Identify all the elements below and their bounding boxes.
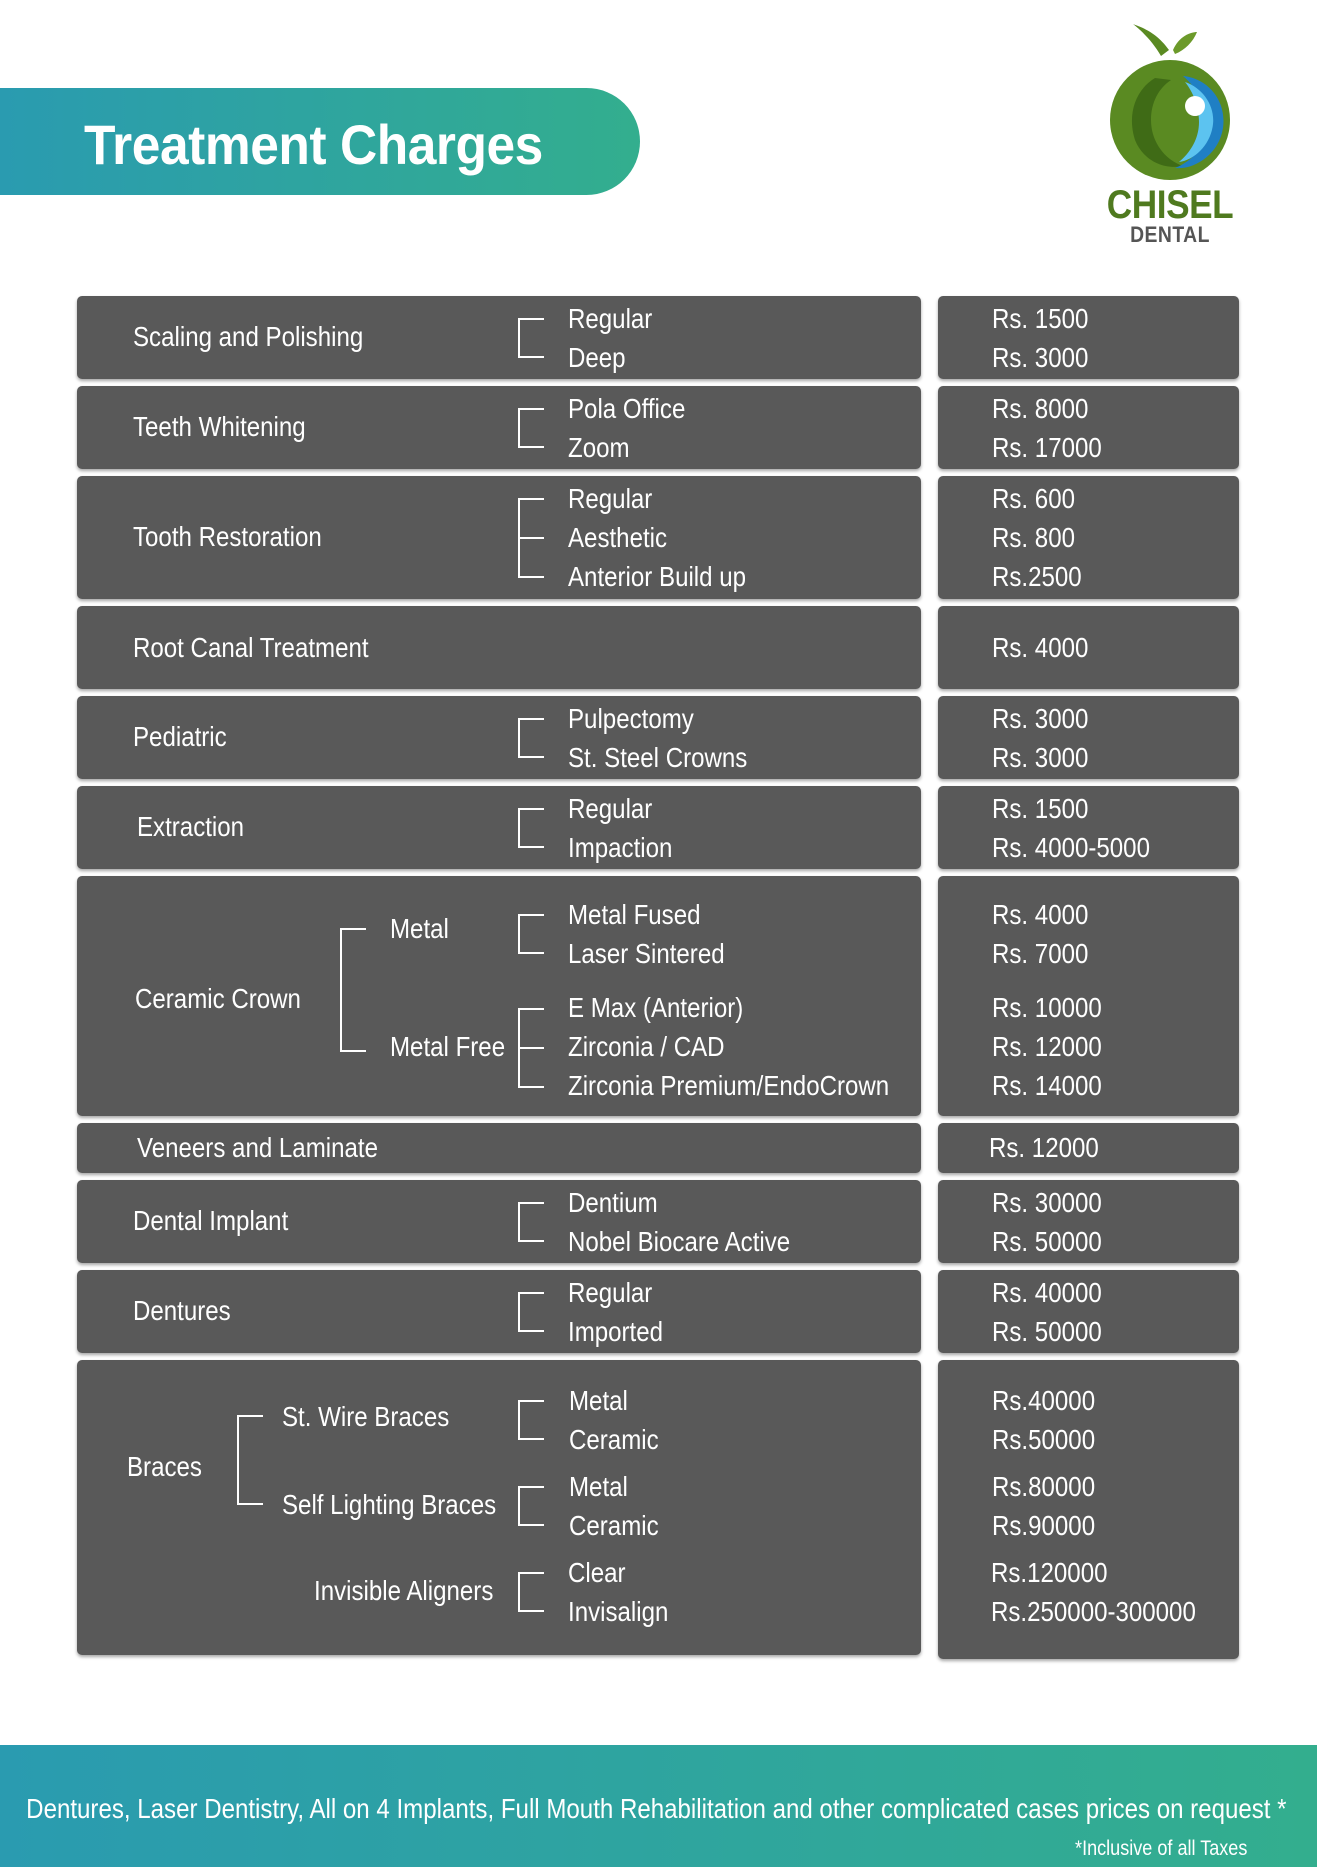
- option-label: Metal: [569, 1385, 628, 1416]
- footer-banner: [0, 1745, 1317, 1867]
- price-box-dentures: [938, 1270, 1239, 1353]
- treatment-row-dentures: [77, 1270, 921, 1353]
- price-box-veneers: [938, 1123, 1239, 1173]
- treatment-name: Scaling and Polishing: [133, 321, 364, 352]
- option-label: Zoom: [568, 432, 630, 463]
- option-label: Regular: [568, 303, 653, 334]
- price-label: Rs. 40000: [992, 1277, 1102, 1308]
- price-box-root-canal: [938, 606, 1239, 689]
- treatment-name: Braces: [127, 1451, 202, 1482]
- treatment-row-root-canal: [77, 606, 921, 689]
- option-label: Dentium: [568, 1187, 658, 1218]
- option-bracket: [518, 914, 544, 954]
- option-bracket-tick: [518, 537, 544, 539]
- treatment-name: Dentures: [133, 1295, 231, 1326]
- option-label: Anterior Build up: [568, 561, 747, 592]
- price-label: Rs. 12000: [992, 1031, 1102, 1062]
- option-label: Zirconia Premium/EndoCrown: [568, 1070, 890, 1101]
- price-box-restoration: [938, 476, 1239, 599]
- treatment-row-whitening: [77, 386, 921, 469]
- option-bracket: [518, 718, 544, 758]
- treatment-name: Dental Implant: [133, 1205, 289, 1236]
- treatment-row-extraction: [77, 786, 921, 869]
- price-label: Rs.90000: [992, 1510, 1096, 1541]
- option-label: Invisalign: [568, 1596, 669, 1627]
- category-bracket: [340, 928, 366, 1052]
- price-label: Rs.40000: [992, 1385, 1096, 1416]
- price-label: Rs. 50000: [992, 1226, 1102, 1257]
- price-label: Rs. 4000: [992, 899, 1089, 930]
- price-label: Rs. 600: [992, 483, 1075, 514]
- price-label: Rs. 3000: [992, 342, 1089, 373]
- option-label: Ceramic: [569, 1510, 659, 1541]
- option-label: Metal Fused: [568, 899, 701, 930]
- treatment-row-pediatric: [77, 696, 921, 779]
- option-label: Clear: [568, 1557, 626, 1588]
- treatment-row-restoration: [77, 476, 921, 599]
- option-bracket: [518, 1400, 544, 1440]
- price-label: Rs.80000: [992, 1471, 1096, 1502]
- price-label: Rs.120000: [991, 1557, 1108, 1588]
- option-label: Metal: [569, 1471, 628, 1502]
- option-label: Imported: [568, 1316, 664, 1347]
- option-label: Deep: [568, 342, 626, 373]
- option-bracket: [518, 408, 544, 448]
- option-label: E Max (Anterior): [568, 992, 744, 1023]
- option-label: Nobel Biocare Active: [568, 1226, 791, 1257]
- footer-tax-note: *Inclusive of all Taxes: [1074, 1837, 1247, 1860]
- price-label: Rs. 7000: [992, 938, 1089, 969]
- price-label: Rs. 1500: [992, 303, 1089, 334]
- category-label: St. Wire Braces: [282, 1401, 450, 1432]
- price-box-whitening: [938, 386, 1239, 469]
- category-bracket: [237, 1415, 263, 1505]
- option-label: Aesthetic: [568, 522, 668, 553]
- footer-note: Dentures, Laser Dentistry, All on 4 Implants, Full Mouth Rehabilitation and other complicated cases prices on request *: [26, 1793, 1287, 1824]
- page-title: Treatment Charges: [84, 113, 543, 176]
- option-bracket: [518, 808, 544, 848]
- price-label: Rs.50000: [992, 1424, 1096, 1455]
- option-label: Ceramic: [569, 1424, 659, 1455]
- price-label: Rs. 3000: [992, 703, 1089, 734]
- option-bracket-tick: [518, 1047, 544, 1049]
- price-label: Rs. 4000-5000: [992, 832, 1150, 863]
- price-label: Rs.2500: [992, 561, 1082, 592]
- price-label: Rs. 3000: [992, 742, 1089, 773]
- treatment-name: Tooth Restoration: [133, 521, 322, 552]
- price-label: Rs. 14000: [992, 1070, 1102, 1101]
- price-box-braces: [938, 1360, 1239, 1659]
- option-bracket: [518, 1292, 544, 1332]
- treatment-name: Extraction: [137, 811, 245, 842]
- option-bracket: [518, 1486, 544, 1526]
- price-label: Rs. 50000: [992, 1316, 1102, 1347]
- price-label: Rs. 12000: [989, 1132, 1099, 1163]
- brand-logo: [1095, 20, 1245, 250]
- option-label: Pulpectomy: [568, 703, 694, 734]
- price-label: Rs.250000-300000: [991, 1596, 1196, 1627]
- category-label: Metal Free: [390, 1031, 506, 1062]
- brand-name: CHISEL: [1106, 183, 1234, 227]
- treatment-name: Pediatric: [133, 721, 227, 752]
- price-label: Rs. 8000: [992, 393, 1089, 424]
- apple-logo-icon: [1095, 20, 1245, 185]
- option-label: Regular: [568, 1277, 653, 1308]
- option-label: Regular: [568, 483, 653, 514]
- price-box-pediatric: [938, 696, 1239, 779]
- option-bracket: [518, 1572, 544, 1612]
- treatment-name: Ceramic Crown: [135, 983, 301, 1014]
- treatment-row-veneers: [77, 1123, 921, 1173]
- brand-sub: DENTAL: [1130, 222, 1210, 247]
- option-bracket: [518, 318, 544, 358]
- treatment-row-braces: [77, 1360, 921, 1655]
- treatment-name: Root Canal Treatment: [133, 632, 369, 663]
- option-label: Zirconia / CAD: [568, 1031, 725, 1062]
- price-label: Rs. 30000: [992, 1187, 1102, 1218]
- option-label: Laser Sintered: [568, 938, 725, 969]
- treatment-row-ceramic-crown: [77, 876, 921, 1116]
- category-label: Invisible Aligners: [314, 1575, 494, 1606]
- price-label: Rs. 4000: [992, 632, 1089, 663]
- category-label: Self Lighting Braces: [282, 1489, 497, 1520]
- price-label: Rs. 800: [992, 522, 1075, 553]
- treatment-row-scaling: [77, 296, 921, 379]
- option-label: Pola Office: [568, 393, 686, 424]
- price-box-implant: [938, 1180, 1239, 1263]
- category-label: Metal: [390, 913, 449, 944]
- price-label: Rs. 10000: [992, 992, 1102, 1023]
- price-box-extraction: [938, 786, 1239, 869]
- option-label: St. Steel Crowns: [568, 742, 748, 773]
- treatment-name: Teeth Whitening: [133, 411, 306, 442]
- option-label: Impaction: [568, 832, 673, 863]
- treatment-row-implant: [77, 1180, 921, 1263]
- option-bracket: [518, 1202, 544, 1242]
- price-box-ceramic-crown: [938, 876, 1239, 1116]
- price-label: Rs. 17000: [992, 432, 1102, 463]
- option-label: Regular: [568, 793, 653, 824]
- treatment-name: Veneers and Laminate: [137, 1132, 378, 1163]
- price-label: Rs. 1500: [992, 793, 1089, 824]
- price-box-scaling: [938, 296, 1239, 379]
